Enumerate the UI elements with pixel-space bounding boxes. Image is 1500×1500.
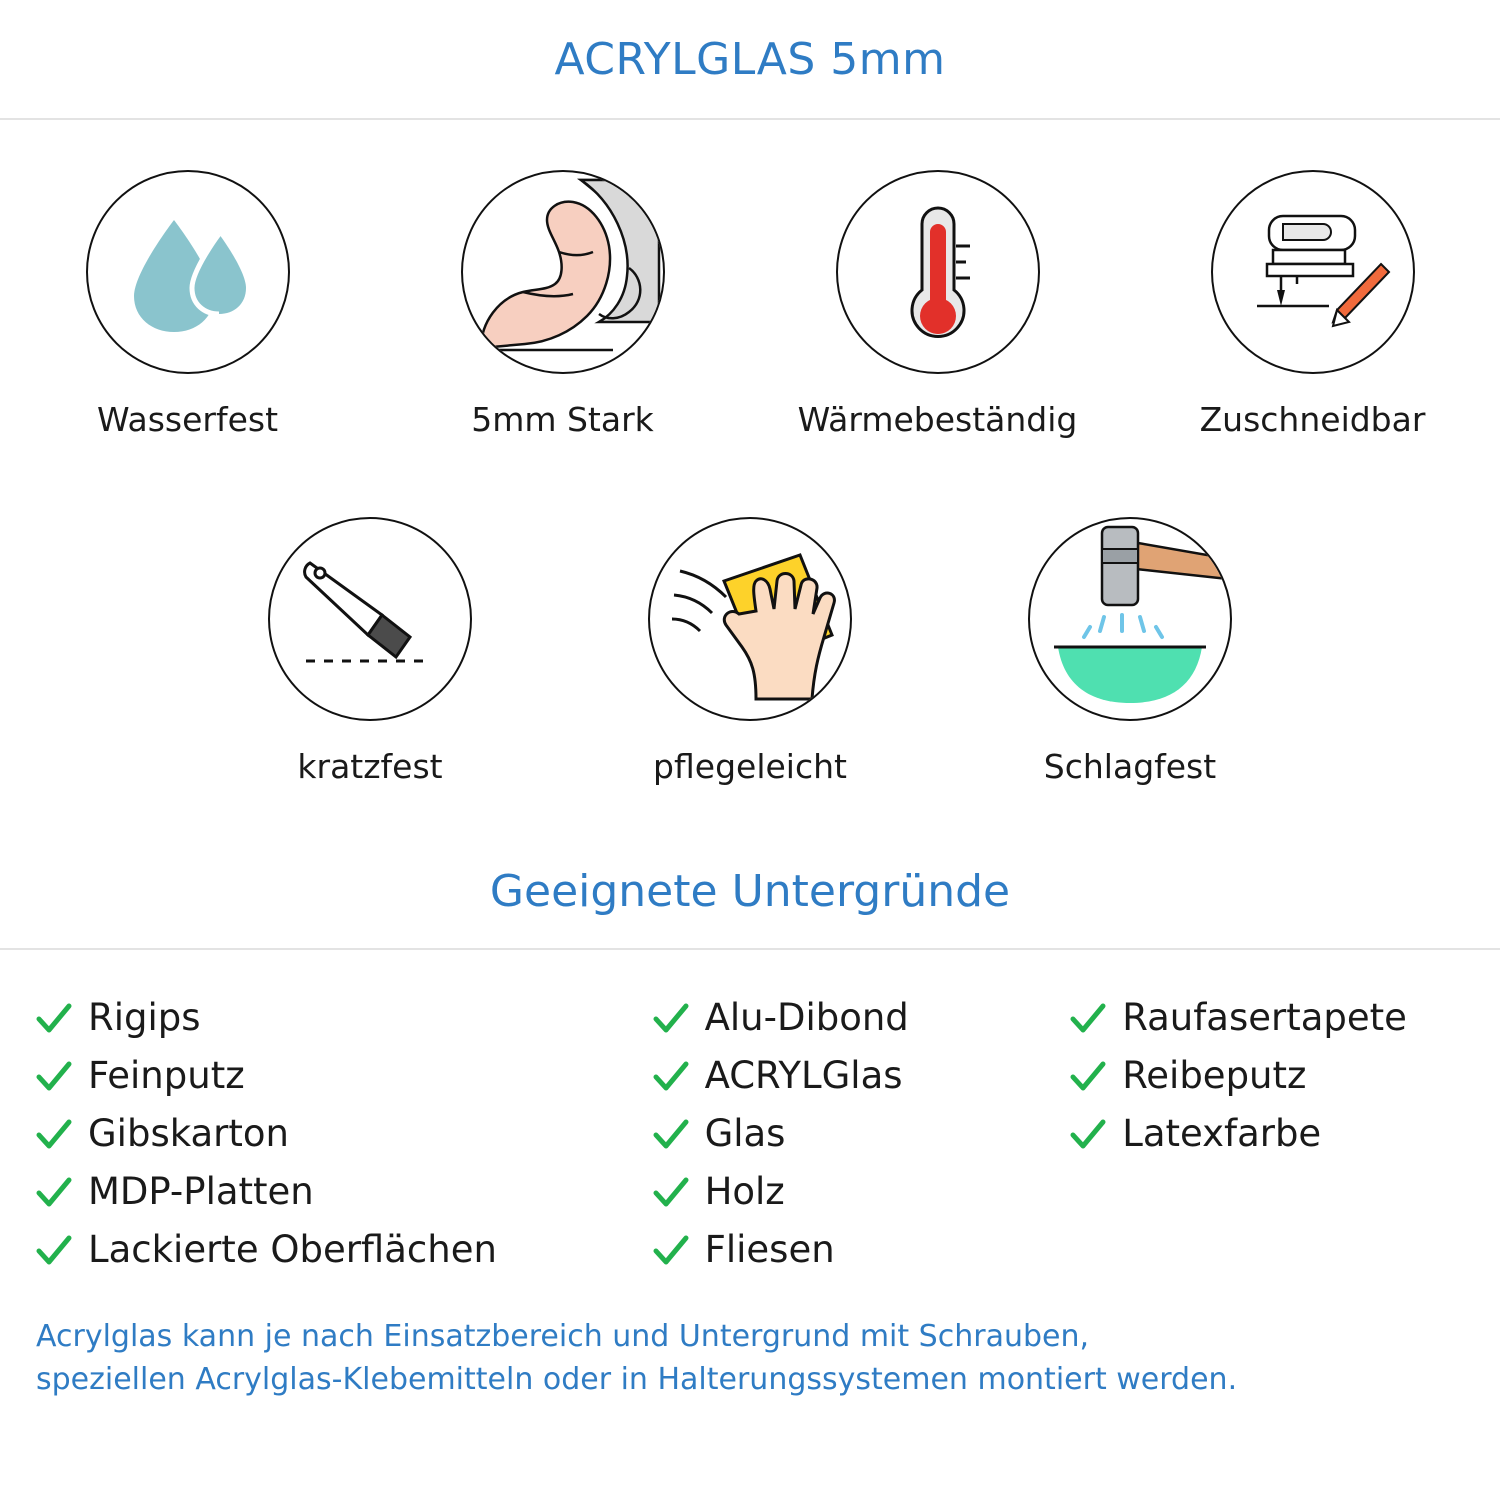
hand-cleaning-cloth-icon: [650, 519, 850, 719]
check-icon: [651, 1173, 691, 1213]
feature-icon-circle: [86, 170, 290, 374]
list-item-label: Glas: [704, 1112, 786, 1155]
substrate-column-1: [34, 990, 651, 1280]
list-item: [651, 990, 1069, 1048]
feature-waermebestaendig: [750, 170, 1125, 439]
footer-line-1: Acrylglas kann je nach Einsatzbereich und Untergrund mit Schrauben,: [36, 1319, 1090, 1354]
feature-label: Wärmebeständig: [797, 400, 1078, 439]
list-item-label: Lackierte Oberflächen: [88, 1228, 497, 1271]
footer-note: [0, 1280, 1500, 1401]
list-item: [1068, 990, 1466, 1048]
feature-icon-circle: [461, 170, 665, 374]
list-item-label: Holz: [704, 1170, 785, 1213]
check-icon: [34, 999, 74, 1039]
footer-line-2: speziellen Acrylglas-Klebemitteln oder in Halterungssystemen montiert werden.: [36, 1361, 1238, 1397]
list-item: [1068, 1048, 1466, 1106]
feature-pflegeleicht: [560, 517, 940, 786]
check-icon: [34, 1057, 74, 1097]
list-item: [651, 1164, 1069, 1222]
list-item: [34, 1106, 651, 1164]
feature-schlagfest: [940, 517, 1320, 786]
feature-icon-circle: [1028, 517, 1232, 721]
feature-label: kratzfest: [297, 747, 443, 786]
feature-icon-circle: [1211, 170, 1415, 374]
feature-label: Zuschneidbar: [1199, 400, 1426, 439]
hammer-impact-icon: [1030, 519, 1230, 719]
check-icon: [1068, 1057, 1108, 1097]
list-item-label: Alu-Dibond: [704, 996, 909, 1039]
check-icon: [651, 1115, 691, 1155]
knife-scratch-icon: [270, 519, 470, 719]
list-item: [1068, 1106, 1466, 1164]
feature-row-1: [0, 170, 1500, 439]
page-title: ACRYLGLAS 5mm: [554, 34, 946, 85]
feature-icon-circle: [268, 517, 472, 721]
list-item: [651, 1048, 1069, 1106]
feature-zuschneidbar: [1125, 170, 1500, 439]
check-icon: [34, 1231, 74, 1271]
list-item-label: MDP-Platten: [88, 1170, 314, 1213]
feature-kratzfest: [180, 517, 560, 786]
feature-row-2: [0, 517, 1500, 786]
substrate-column-2: [651, 990, 1069, 1280]
feature-label: pflegeleicht: [653, 747, 847, 786]
list-item: [651, 1106, 1069, 1164]
feature-icon-circle: [836, 170, 1040, 374]
list-item-label: Raufasertapete: [1122, 996, 1407, 1039]
list-item-label: Fliesen: [704, 1228, 835, 1271]
check-icon: [651, 1057, 691, 1097]
list-item-label: Feinputz: [88, 1054, 245, 1097]
feature-wasserfest: [0, 170, 375, 439]
list-item: [651, 1222, 1069, 1280]
water-drops-icon: [88, 172, 288, 372]
feature-label: Wasserfest: [96, 400, 279, 439]
feature-list: [0, 120, 1500, 786]
strong-arm-icon: [463, 172, 663, 372]
check-icon: [651, 1231, 691, 1271]
feature-label: Schlagfest: [1043, 747, 1217, 786]
check-icon: [1068, 1115, 1108, 1155]
section-title-untergruende: Geeignete Untergründe: [489, 866, 1011, 917]
list-item: [34, 990, 651, 1048]
list-item-label: ACRYLGlas: [704, 1054, 903, 1097]
list-item-label: Rigips: [88, 996, 201, 1039]
list-item: [34, 1222, 651, 1280]
thermometer-icon: [838, 172, 1038, 372]
check-icon: [1068, 999, 1108, 1039]
list-item: [34, 1048, 651, 1106]
feature-5mm-stark: [375, 170, 750, 439]
list-item: [34, 1164, 651, 1222]
jigsaw-cutting-icon: [1213, 172, 1413, 372]
substrate-column-3: [1068, 990, 1466, 1164]
check-icon: [34, 1173, 74, 1213]
check-icon: [651, 999, 691, 1039]
feature-label: 5mm Stark: [471, 400, 654, 439]
list-item-label: Latexfarbe: [1122, 1112, 1322, 1155]
substrate-list: [0, 950, 1500, 1280]
list-item-label: Gibskarton: [88, 1112, 289, 1155]
feature-icon-circle: [648, 517, 852, 721]
check-icon: [34, 1115, 74, 1155]
list-item-label: Reibeputz: [1122, 1054, 1307, 1097]
